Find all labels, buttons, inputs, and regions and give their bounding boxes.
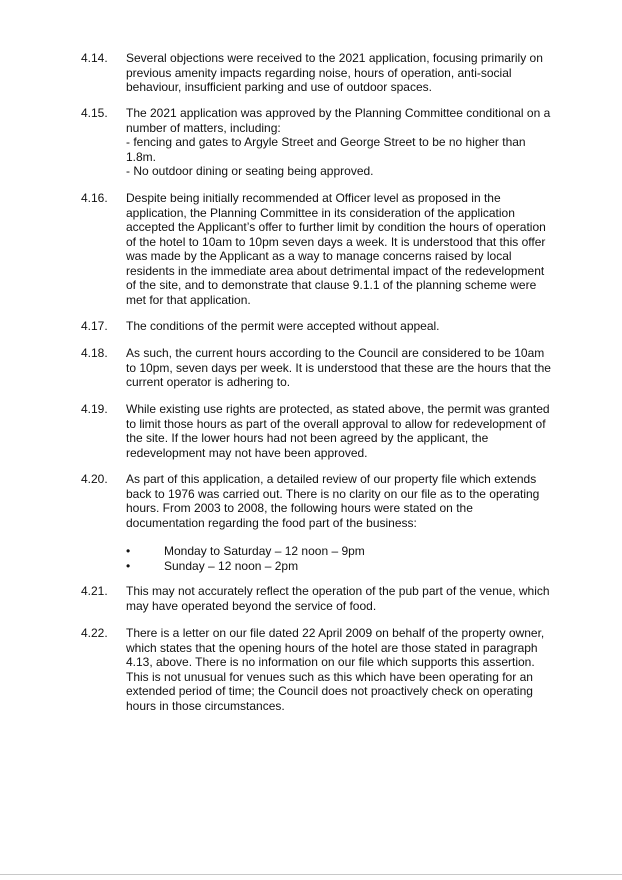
text-line: extended period of time; the Council does not proactively check on operating xyxy=(126,684,533,698)
text-line: accepted the Applicant’s offer to further limit by condition the hours of operation xyxy=(126,220,546,234)
paragraph-number: 4.22. xyxy=(81,626,108,640)
paragraph-number: 4.20. xyxy=(81,472,108,486)
text-line: to 10pm, seven days per week. It is understood that these are the hours that the xyxy=(126,360,551,375)
text-line: This is not unusual for venues such as this which have been operating for an xyxy=(126,669,533,684)
text-line: redevelopment may not have been approved. xyxy=(126,445,368,460)
page-bottom-edge xyxy=(0,874,622,875)
text-line: to limit those hours as part of the overall approval to allow for redevelopment of xyxy=(126,416,546,431)
paragraph-text xyxy=(126,626,578,713)
paragraph-4-15 xyxy=(81,106,581,179)
text-line: of the hotel to 10am to 10pm seven days a week. It is understood that this offer xyxy=(126,234,546,249)
paragraph-4-20 xyxy=(81,472,581,530)
text-line: There is a letter on our file dated 22 April 2009 on behalf of the property owner, xyxy=(126,626,545,640)
text-line: was made by the Applicant as a way to manage concerns raised by local xyxy=(126,249,512,263)
paragraph-text xyxy=(126,346,578,390)
text-line: previous amenity impacts regarding noise, hours of operation, anti-social xyxy=(126,65,512,80)
list-item-text: Sunday – 12 noon – 2pm xyxy=(164,558,299,573)
text-line: The 2021 application was approved by the Planning Committee conditional on a xyxy=(126,106,551,120)
text-line: of the site, and to demonstrate that clause 9.1.1 of the planning scheme were xyxy=(126,278,537,292)
text-line: residents in the immediate area about detrimental impact of the redevelopment xyxy=(126,263,545,278)
text-line: behaviour, insufficient parking and use of outdoor spaces. xyxy=(126,80,432,94)
text-line: hours. From 2003 to 2008, the following hours were stated on the xyxy=(126,501,473,515)
paragraph-number: 4.16. xyxy=(81,191,108,205)
text-line: The conditions of the permit were accepted without appeal. xyxy=(126,319,440,333)
paragraph-number: 4.17. xyxy=(81,319,108,333)
paragraph-number: 4.14. xyxy=(81,51,108,65)
paragraph-number: 4.15. xyxy=(81,106,108,120)
paragraph-text xyxy=(126,584,578,613)
paragraph-4-14 xyxy=(81,51,581,95)
text-line: which states that the opening hours of the hotel are those stated in paragraph xyxy=(126,640,538,655)
paragraph-4-19 xyxy=(81,402,581,460)
text-line: Despite being initially recommended at Officer level as proposed in the xyxy=(126,191,501,205)
bullet-marker: • xyxy=(126,544,131,558)
text-line: hours in those circumstances. xyxy=(126,698,285,713)
text-line: This may not accurately reflect the operation of the pub part of the venue, which xyxy=(126,584,550,598)
text-line: application, the Planning Committee in its consideration of the application xyxy=(126,205,515,220)
paragraph-text xyxy=(126,472,578,530)
paragraph-4-22 xyxy=(81,626,581,713)
paragraph-4-18 xyxy=(81,346,581,390)
paragraph-text xyxy=(126,106,578,179)
text-line: met for that application. xyxy=(126,292,251,307)
paragraph-number: 4.19. xyxy=(81,402,108,416)
bullet-marker: • xyxy=(126,558,131,573)
text-line: number of matters, including: xyxy=(126,120,281,135)
text-line: - fencing and gates to Argyle Street and George Street to be no higher than xyxy=(126,135,526,149)
paragraph-text xyxy=(126,51,578,95)
paragraph-number: 4.21. xyxy=(81,584,108,598)
text-line: While existing use rights are protected, as stated above, the permit was granted xyxy=(126,402,550,416)
text-line: Several objections were received to the 2021 application, focusing primarily on xyxy=(126,51,543,65)
paragraph-number: 4.18. xyxy=(81,346,108,360)
text-line: back to 1976 was carried out. There is no clarity on our file as to the operating xyxy=(126,486,540,501)
paragraph-text xyxy=(126,319,578,334)
paragraph-text xyxy=(126,191,578,307)
paragraph-4-21 xyxy=(81,584,581,613)
list-item-text: Monday to Saturday – 12 noon – 9pm xyxy=(164,544,365,558)
text-line: As part of this application, a detailed review of our property file which extends xyxy=(126,472,537,486)
text-line: the site. If the lower hours had not been agreed by the applicant, the xyxy=(126,431,489,445)
text-line: may have operated beyond the service of food. xyxy=(126,598,377,613)
text-line: current operator is adhering to. xyxy=(126,375,291,389)
paragraph-text xyxy=(126,402,578,460)
text-line: 4.13, above. There is no information on our file which supports this assertion. xyxy=(126,655,535,669)
paragraph-4-17 xyxy=(81,319,581,334)
text-line: - No outdoor dining or seating being approved. xyxy=(126,164,374,178)
text-line: documentation regarding the food part of the business: xyxy=(126,515,417,530)
text-line: As such, the current hours according to the Council are considered to be 10am xyxy=(126,346,545,360)
text-line: 1.8m. xyxy=(126,149,157,164)
paragraph-4-16 xyxy=(81,191,581,307)
